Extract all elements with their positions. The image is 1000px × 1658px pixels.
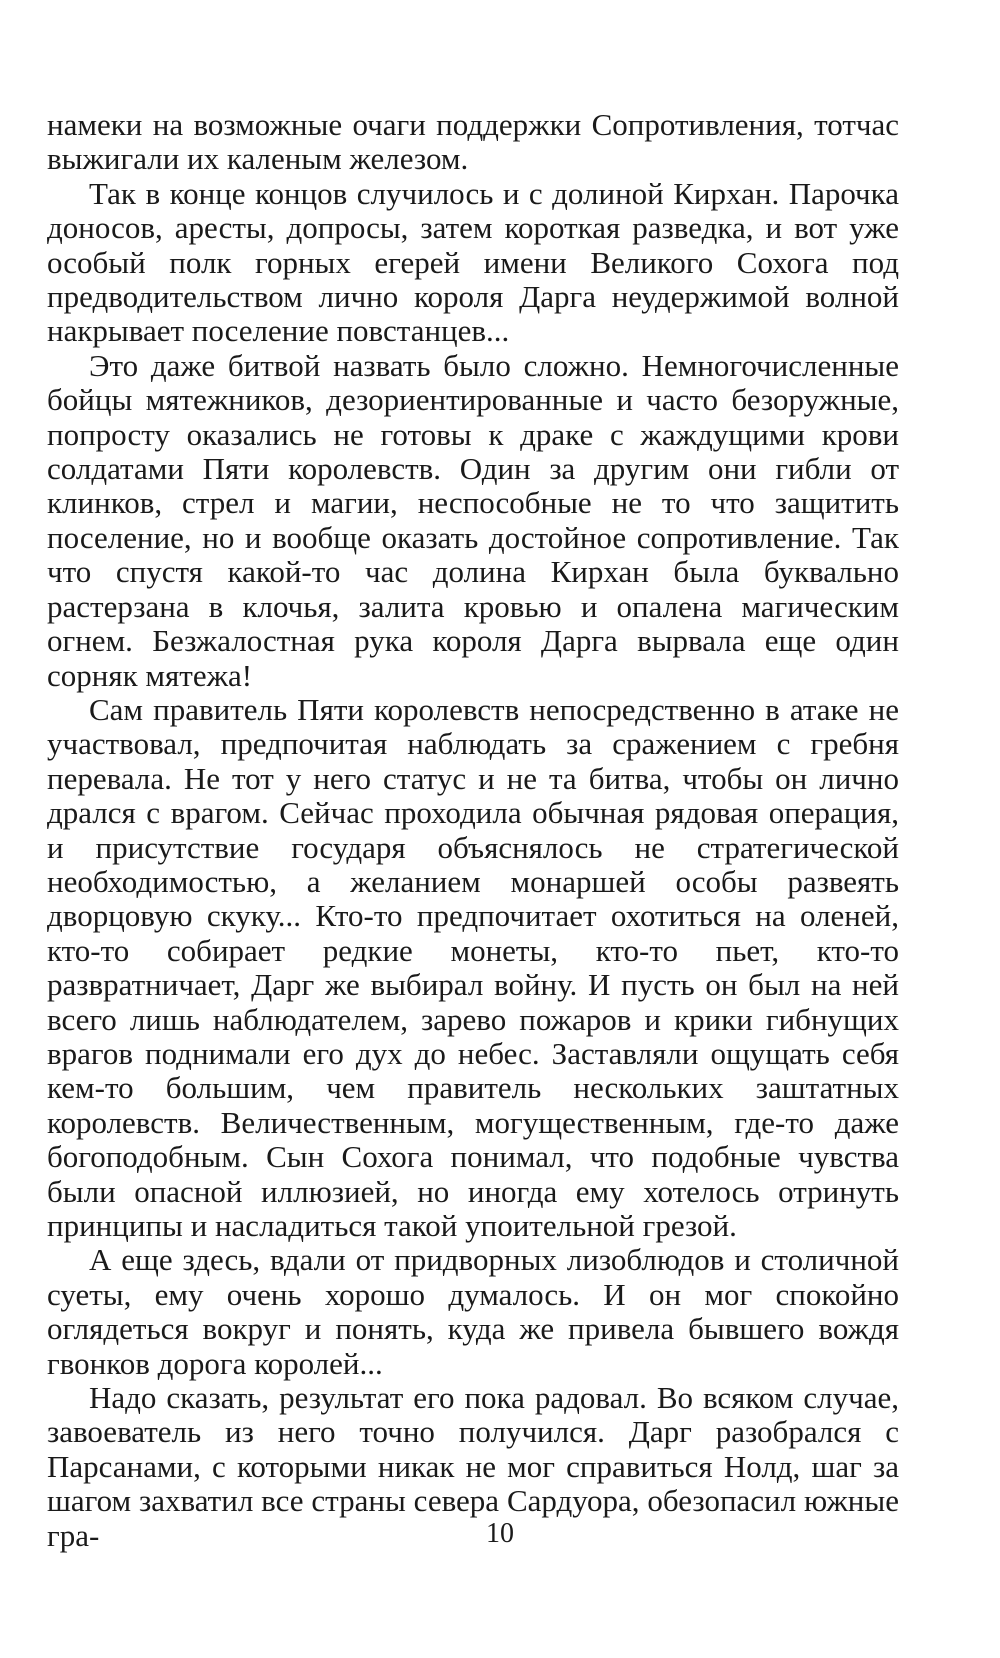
paragraph: Так в конце концов случилось и с долиной Кирхан. Парочка доносов, аресты, допросы, затем короткая разведка, и вот уже особый полк горных егерей имени Великого Сохога под предводительством лично короля Дарга неудержимой волной накрывает поселение повстанцев...	[47, 175, 899, 349]
paragraph-continuation: намеки на возможные очаги поддержки Сопротивления, тотчас выжигали их каленым железом.	[47, 107, 899, 177]
paragraph: Это даже битвой назвать было сложно. Немногочисленные бойцы мятежников, дезориентированные и часто безоружные, попросту оказались не готовы к драке с жаждущими крови солдатами Пяти королевств. Один за другим они гибли от клинков, стрел и магии, неспособные не то что защитить поселение, но и вообще оказать достойное сопротивление. Так что спустя какой-то час долина Кирхан была буквально растерзана в клочья, залита кровью и опалена магическим огнем. Безжалостная рука короля Дарга вырвала еще один сорняк мятежа!	[47, 347, 899, 693]
paragraph: Сам правитель Пяти королевств непосредственно в атаке не участвовал, предпочитая наблюдать за сражением с гребня перевала. Не тот у него статус и не та битва, чтобы он лично дрался с врагом. Сейчас проходила обычная рядовая операция, и присутствие государя объяснялось не стратегической необходимостью, а желанием монаршей особы развеять дворцовую скуку... Кто-то предпочитает охотиться на оленей, кто-то собирает редкие монеты, кто-то пьет, кто-то развратничает, Дарг же выбирал войну. И пусть он был на ней всего лишь наблюдателем, зарево пожаров и крики гибнущих врагов поднимали его дух до небес. Заставляли ощущать себя кем-то большим, чем правитель нескольких заштатных королевств. Величественным, могущественным, где-то даже богоподобным. Сын Сохога понимал, что подобные чувства были опасной иллюзией, но иногда ему хотелось отринуть принципы и насладиться такой упоительной грезой.	[47, 691, 899, 1243]
paragraph: А еще здесь, вдали от придворных лизоблюдов и столичной суеты, ему очень хорошо думалось. И он мог спокойно оглядеться вокруг и понять, куда же привела бывшего вождя гвонков дорога королей...	[47, 1242, 899, 1381]
page-body	[47, 108, 899, 1553]
page-number: 10	[486, 1518, 514, 1549]
paragraph: Надо сказать, результат его пока радовал. Во всяком случае, завоеватель из него точно получился. Дарг разобрался с Парсанами, с которыми никак не мог справиться Нолд, шаг за шагом захватил все страны севера Сардуора, обезопасил южные гра-	[47, 1380, 899, 1553]
